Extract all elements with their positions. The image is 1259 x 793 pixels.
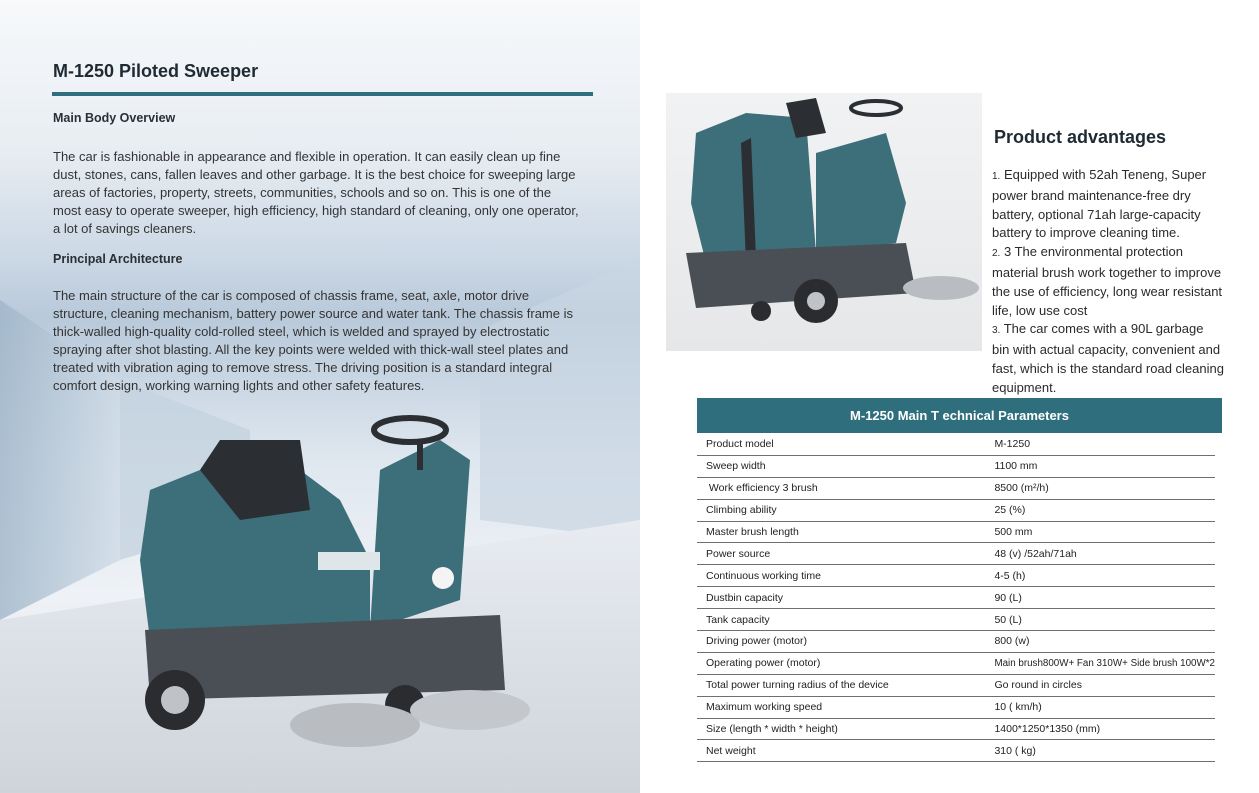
param-value: Main brush800W+ Fan 310W+ Side brush 100W*2 — [985, 652, 1215, 674]
table-row — [697, 718, 1215, 740]
param-name: Work efficiency 3 brush — [697, 477, 985, 499]
list-item-number: 2. — [992, 248, 1001, 260]
param-name: Tank capacity — [697, 609, 985, 631]
param-value: Go round in circles — [985, 674, 1215, 696]
list-item-number: 3. — [992, 325, 1001, 337]
list-item — [992, 320, 1224, 397]
table-row — [697, 455, 1215, 477]
main-body-overview-text: The car is fashionable in appearance and flexible in operation. It can easily clean up fine dust, stones, cans, fallen leaves and other garbage. It is the best choice for sweeping large areas of factories, property, streets, communities, schools and so on. This is one of the most easy to operate sweeper, high efficiency, high standard of cleaning, only one operator, a lot of savings cleaners. — [53, 149, 579, 236]
param-value: 310 ( kg) — [985, 740, 1215, 762]
table-row — [697, 543, 1215, 565]
param-value: 8500 (m²/h) — [985, 477, 1215, 499]
param-value: 1100 mm — [985, 455, 1215, 477]
table-row — [697, 674, 1215, 696]
param-name: Product model — [697, 434, 985, 455]
product-advantages-title: Product advantages — [994, 127, 1167, 147]
title-divider — [52, 92, 593, 96]
principal-architecture-text: The main structure of the car is composed of chassis frame, seat, axle, motor drive structure, cleaning mechanism, battery power source and water tank. The chassis frame is thick-walled high-quality cold-rolled steel, which is welded and sprayed by electrostatic spraying after shot blasting. All the key points were welded with thick-wall steel plates and treated with vibration aging to remove stress. The driving position is a standard integral comfort design, working warning lights and other safety features. — [53, 288, 573, 393]
param-value: 10 ( km/h) — [985, 696, 1215, 718]
table-row — [697, 631, 1215, 653]
param-value: 1400*1250*1350 (mm) — [985, 718, 1215, 740]
param-name: Master brush length — [697, 521, 985, 543]
param-value: 800 (w) — [985, 631, 1215, 653]
parameters-table-header: M-1250 Main T echnical Parameters — [697, 398, 1222, 433]
param-name: Power source — [697, 543, 985, 565]
table-row — [697, 477, 1215, 499]
param-value: 4-5 (h) — [985, 565, 1215, 587]
param-value: 25 (%) — [985, 499, 1215, 521]
table-row — [697, 521, 1215, 543]
list-item-number: 1. — [992, 171, 1001, 182]
param-name: Sweep width — [697, 455, 985, 477]
list-item-text: Equipped with 52ah Teneng, Super power brand maintenance-free dry battery, optional 71ah large-capacity battery to improve cleaning time. — [992, 167, 1207, 241]
table-row — [697, 609, 1215, 631]
param-name: Net weight — [697, 740, 985, 762]
sweeper-product-image — [666, 93, 982, 351]
param-value: M-1250 — [985, 434, 1215, 455]
page-title: M-1250 Piloted Sweeper — [53, 61, 259, 81]
param-name: Continuous working time — [697, 565, 985, 587]
list-item-text: The car comes with a 90L garbage bin with actual capacity, convenient and fast, which is the standard road cleaning equipment. — [992, 321, 1224, 395]
param-value: 50 (L) — [985, 609, 1215, 631]
advantages-list — [992, 166, 1224, 398]
param-value: 500 mm — [985, 521, 1215, 543]
param-name: Driving power (motor) — [697, 631, 985, 653]
list-item — [992, 166, 1224, 243]
param-name: Size (length * width * height) — [697, 718, 985, 740]
param-name: Total power turning radius of the device — [697, 674, 985, 696]
principal-architecture-heading: Principal Architecture — [53, 252, 183, 266]
param-value: 90 (L) — [985, 587, 1215, 609]
table-row — [697, 587, 1215, 609]
param-name: Climbing ability — [697, 499, 985, 521]
param-name: Operating power (motor) — [697, 652, 985, 674]
table-row — [697, 740, 1215, 762]
list-item-text: 3 The environmental protection material brush work together to improve the use of efficiency, long wear resistant life, low use cost — [992, 244, 1223, 318]
parameters-table — [697, 434, 1215, 762]
param-value: 48 (v) /52ah/71ah — [985, 543, 1215, 565]
table-row — [697, 499, 1215, 521]
main-body-overview-heading: Main Body Overview — [53, 111, 176, 125]
param-name: Dustbin capacity — [697, 587, 985, 609]
product-photo — [666, 93, 982, 351]
table-row — [697, 565, 1215, 587]
param-name: Maximum working speed — [697, 696, 985, 718]
list-item — [992, 243, 1224, 320]
table-row — [697, 696, 1215, 718]
table-row — [697, 434, 1215, 455]
table-row — [697, 652, 1215, 674]
